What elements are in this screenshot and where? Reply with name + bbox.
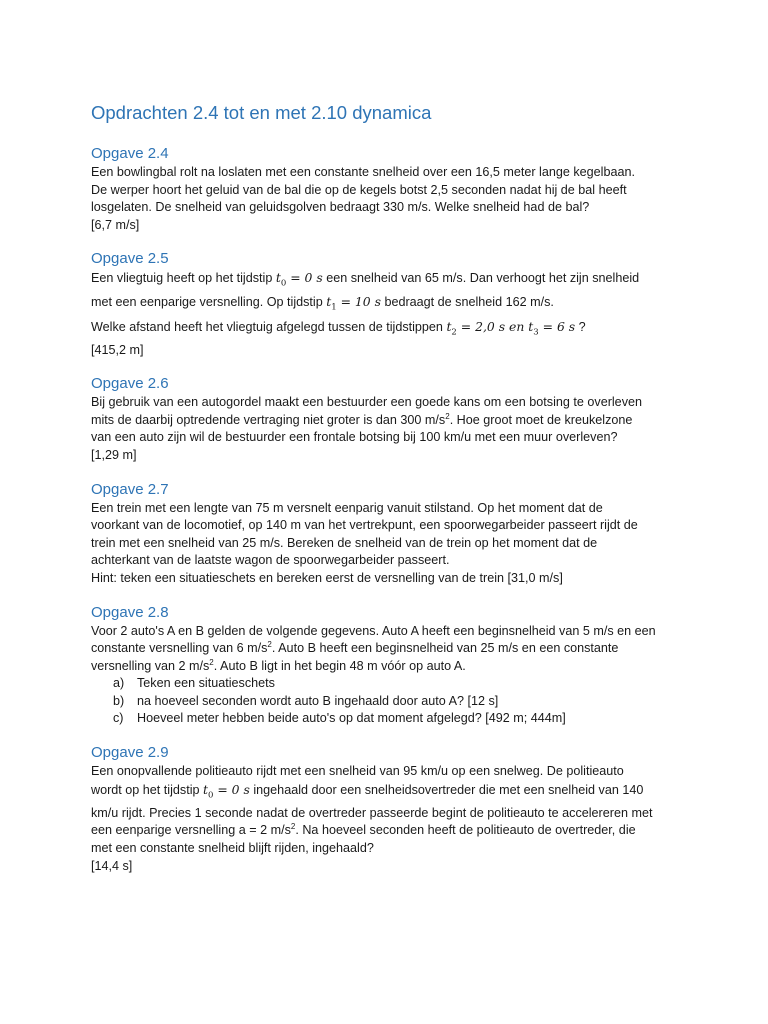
section-2-5 bbox=[91, 249, 691, 359]
list-item bbox=[91, 675, 691, 693]
text-span: bedraagt de snelheid 162 m/s. bbox=[380, 295, 554, 310]
list-marker: a) bbox=[113, 676, 125, 691]
text-line: losgelaten. De snelheid van geluidsgolven bedraagt 330 m/s. Welke snelheid had de bal? bbox=[91, 200, 590, 215]
text-line: Een trein met een lengte van 75 m versnelt eenparig vanuit stilstand. Op het moment dat de bbox=[91, 500, 603, 515]
list-marker: c) bbox=[113, 711, 124, 726]
text-line: trein met een snelheid van 25 m/s. Bereken de snelheid van de trein op het moment dat de bbox=[91, 535, 598, 550]
text-line bbox=[91, 318, 691, 342]
math-expression: $t_0 = 0$ s bbox=[275, 270, 323, 289]
text-line: km/u rijdt. Precies 1 seconde nadat de overtreder passeerde begint de politieauto te accelereren met bbox=[91, 805, 653, 820]
answer: [415,2 m] bbox=[91, 342, 144, 357]
section-2-6 bbox=[91, 374, 691, 464]
section-heading: Opgave 2.8 bbox=[91, 603, 169, 621]
math-expression: $t_0 = 0$ s bbox=[203, 781, 250, 801]
list-item bbox=[91, 693, 691, 711]
text-line: Een onopvallende politieauto rijdt met een snelheid van 95 km/u op een snelweg. De politieauto bbox=[91, 764, 624, 779]
answer: [14,4 s] bbox=[91, 858, 133, 873]
text-span: een snelheid van 65 m/s. Dan verhoogt het zijn snelheid bbox=[322, 271, 640, 286]
text-span: met een eenparige versnelling. Op tijdstip bbox=[91, 295, 327, 310]
section-2-4 bbox=[91, 144, 691, 234]
list-marker: b) bbox=[113, 693, 125, 708]
sub-question-list bbox=[91, 675, 691, 728]
text-line: voorkant van de locomotief, op 140 m van het vertrekpunt, een spoorwegarbeider passeert rijdt de bbox=[91, 518, 638, 533]
list-item bbox=[91, 710, 691, 728]
section-heading: Opgave 2.9 bbox=[91, 744, 169, 762]
text-line: De werper hoort het geluid van de bal die op de kegels botst 2,5 seconden nadat hij de bal heeft bbox=[91, 182, 627, 197]
list-item-text: Hoeveel meter hebben beide auto's op dat moment afgelegd? [492 m; 444m] bbox=[137, 711, 566, 726]
text-line: Voor 2 auto's A en B gelden de volgende gegevens. Auto A heeft een beginsnelheid van 5 m/s en een bbox=[91, 623, 656, 638]
section-2-7 bbox=[91, 480, 691, 588]
text-span: Welke afstand heeft het vliegtuig afgelegd tussen de tijdstippen bbox=[91, 319, 447, 334]
hint-line: Hint: teken een situatieschets en bereken eerst de versnelling van de trein [31,0 m/s] bbox=[91, 570, 563, 585]
document-title: Opdrachten 2.4 tot en met 2.10 dynamica bbox=[91, 102, 432, 123]
text-line bbox=[91, 293, 691, 317]
document-page bbox=[91, 100, 691, 890]
text-line: Een bowlingbal rolt na loslaten met een constante snelheid over een 16,5 meter lange kegelbaan. bbox=[91, 165, 635, 179]
section-2-8 bbox=[91, 603, 691, 729]
section-heading: Opgave 2.4 bbox=[91, 145, 169, 162]
math-expression: $t_1 = 10$ s bbox=[326, 294, 381, 313]
text-span: ? bbox=[575, 319, 586, 334]
text-line bbox=[91, 269, 691, 293]
text-line: wordt op het tijdstip $t_0 = 0$ s ingehaald door een snelheidsovertreder die met een snelheid van 140 bbox=[91, 781, 644, 801]
list-item-text: Teken een situatieschets bbox=[137, 676, 275, 691]
text-line: mits de daarbij optredende vertraging niet groter is dan 300 $m/s^2$. Hoe groot moet de kreukelzone bbox=[91, 411, 633, 427]
text-line: een eenparige versnelling a = 2 $m/s^2$. Na hoeveel seconden heeft de politieauto de overtreder, die bbox=[91, 822, 636, 838]
section-heading: Opgave 2.6 bbox=[91, 375, 169, 393]
text-line: van een auto zijn wil de bestuurder een frontale botsing bij 100 km/u met een muur overleven? bbox=[91, 430, 618, 445]
answer: [1,29 m] bbox=[91, 447, 137, 462]
list-item-text: na hoeveel seconden wordt auto B ingehaald door auto A? [12 s] bbox=[137, 693, 499, 708]
text-span: Een vliegtuig heeft op het tijdstip bbox=[91, 271, 276, 286]
text-line: met een constante snelheid blijft rijden, ingehaald? bbox=[91, 840, 374, 855]
text-line: achterkant van de laatste wagon de spoorwegarbeider passeert. bbox=[91, 553, 450, 568]
text-line: versnelling van 2 $m/s^2$. Auto B ligt in het begin 48 m vóór op auto A. bbox=[91, 657, 466, 673]
section-2-9 bbox=[91, 743, 691, 875]
section-heading: Opgave 2.5 bbox=[91, 250, 169, 268]
text-line: constante versnelling van 6 $m/s^2$. Auto B heeft een beginsnelheid van 25 m/s en een constante bbox=[91, 639, 619, 656]
text-line: Bij gebruik van een autogordel maakt een bestuurder een goede kans om een botsing te overleven bbox=[91, 395, 642, 410]
answer: [6,7 m/s] bbox=[91, 217, 140, 232]
section-heading: Opgave 2.7 bbox=[91, 480, 169, 498]
math-expression: $t_2 = 2,0$ s en $t_3 = 6$ s bbox=[446, 318, 576, 337]
